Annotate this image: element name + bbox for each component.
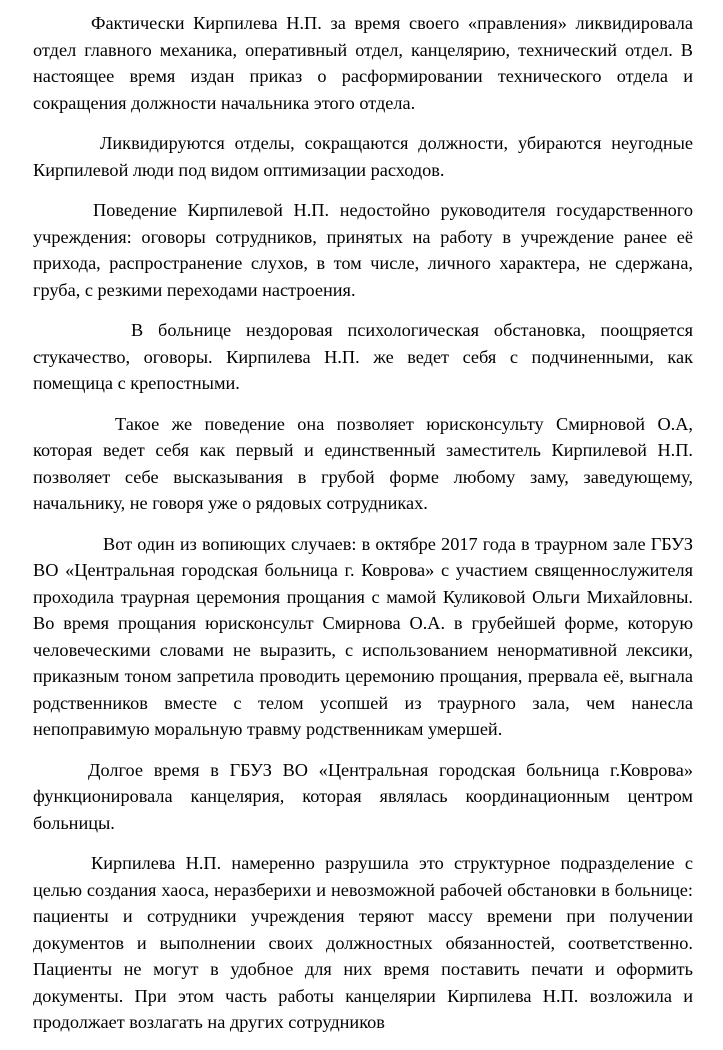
paragraph-6: Вот один из вопиющих случаев: в октябре 2017 года в траурном зале ГБУЗ ВО «Центральная городская больница г. Коврова» с участием священнослужителя проходила траурная церемония прощания с мамой Куликовой Ольги Михайловны. Во время прощания юрисконсульт Смирнова О.А. в грубейшей форме, которую человеческими словами не выразить, с использованием ненормативной лексики, приказным тоном запретила проводить церемонию прощания, прервала её, выгнала родственников вместе с телом усопшей из траурного зала, чем нанесла непоправимую моральную травму родственникам умершей. — [33, 533, 693, 739]
paragraph-2: Ликвидируются отделы, сокращаются должности, убираются неугодные Кирпилевой люди под видом оптимизации расходов. — [33, 133, 693, 180]
paragraph-1: Фактически Кирпилева Н.П. за время своего «правления» ликвидировала отдел главного механика, оперативный отдел, канцелярию, технический отдел. В настоящее время издан приказ о расформировании технического отдела и сокращения должности начальника этого отдела. — [33, 13, 693, 113]
document-page — [33, 10, 693, 1050]
paragraph-8: Кирпилева Н.П. намеренно разрушила это структурное подразделение с целью создания хаоса, неразберихи и невозможной рабочей обстановки в больнице: пациенты и сотрудники учреждения теряют массу времени при получении документов и выполнении своих должностных обязанностей, соответственно. Пациенты не могут в удобное для них время поставить печати и оформить документы. При этом часть работы канцелярии Кирпилева Н.П. возложила и продолжает возлагать на других сотрудников — [33, 853, 693, 1032]
paragraph-4: В больнице нездоровая психологическая обстановка, поощряется стукачество, оговоры. Кирпилева Н.П. же ведет себя с подчиненными, как помещица с крепостными. — [33, 320, 693, 393]
paragraph-7: Долгое время в ГБУЗ ВО «Центральная городская больница г.Коврова» функционировала канцелярия, которая являлась координационным центром больницы. — [33, 759, 693, 833]
paragraph-3: Поведение Кирпилевой Н.П. недостойно руководителя государственного учреждения: оговоры сотрудников, принятых на работу в учреждение ранее её прихода, распространение слухов, в том числе, личного характера, не сдержана, груба, с резкими переходами настроения. — [33, 200, 693, 300]
paragraph-5: Такое же поведение она позволяет юрисконсульту Смирновой О.А, которая ведет себя как первый и единственный заместитель Кирпилевой Н.П. позволяет себе высказывания в грубой форме любому заму, заведующему, начальнику, не говоря уже о рядовых сотрудниках. — [33, 413, 693, 513]
